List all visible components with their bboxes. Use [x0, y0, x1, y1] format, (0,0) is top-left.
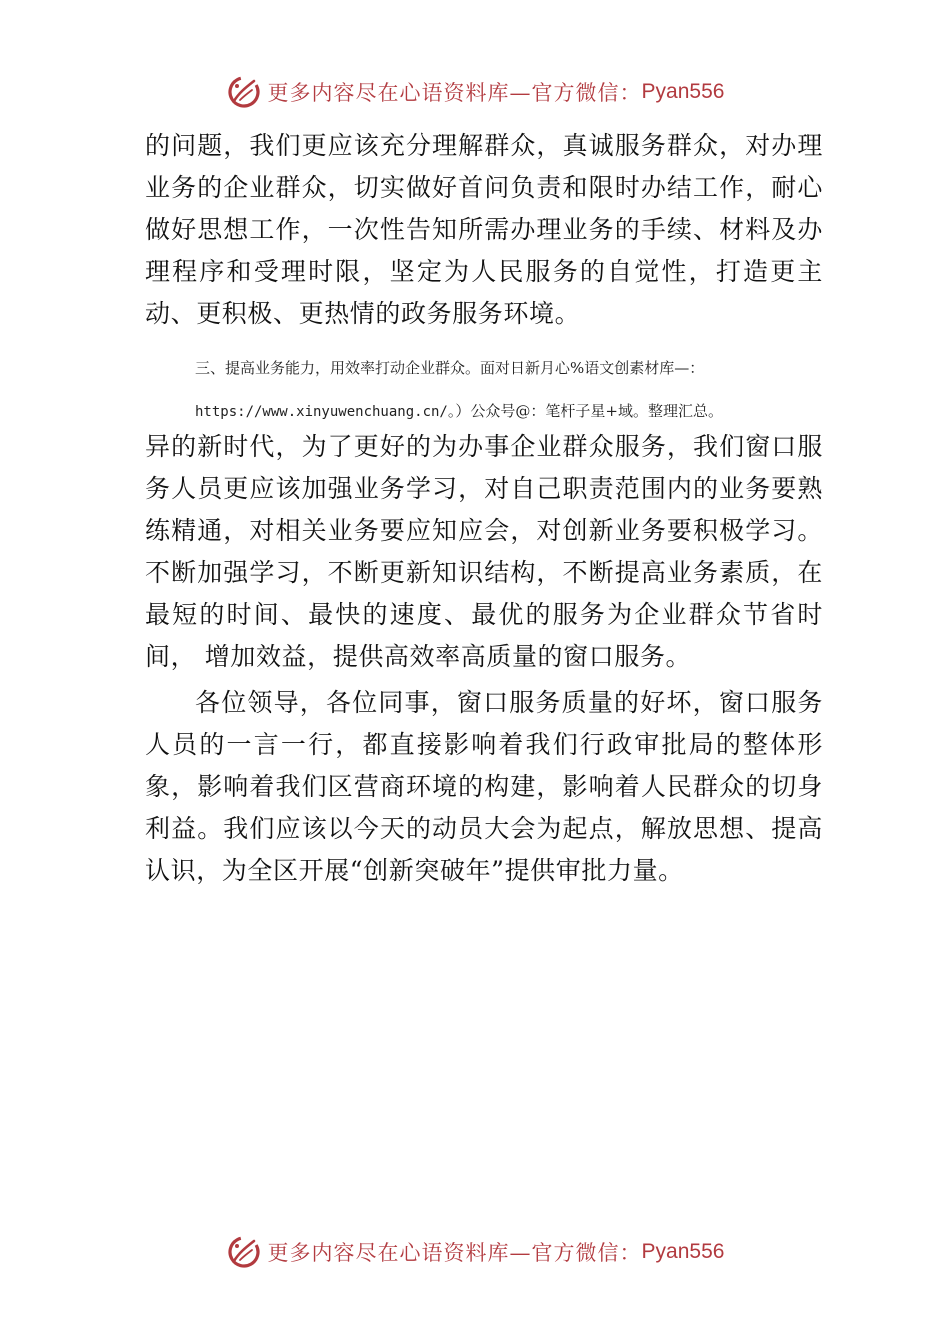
source-note: 。）公众号@：笔杆子星+域。整理汇总。	[447, 402, 723, 420]
banner-text: 更多内容尽在心语资料库—官方微信：	[267, 81, 642, 105]
paragraph-1: 的问题，我们更应该充分理解群众，真诚服务群众，对办理业务的企业群众，切实做好首问负责和限时办结工作，耐心做好思想工作，一次性告知所需办理业务的手续、材料及办理程序和受理时限，坚定为人民服务的自觉性，打造更主动、更积极、更热情的政务服务环境。	[145, 131, 823, 328]
banner-wechat-id: Pyan556	[641, 1240, 725, 1263]
paragraph-2: 异的新时代，为了更好的为办事企业群众服务，我们窗口服务人员更应该加强业务学习，对自己职责范围内的业务要熟练精通，对相关业务要应知应会，对创新业务要积极学习。 不断加强学习，不断更新知识结构，不断提高业务素质，在最短的时间、最快的速度、最优的服务为企业群众节省时间， 增加效益，提供高效率高质量的窗口服务。	[145, 432, 823, 671]
banner-text: 更多内容尽在心语资料库—官方微信：	[267, 1241, 642, 1265]
section-heading-line: 三、提高业务能力，用效率打动企业群众。面对日新月心%语文创素材库—：	[195, 359, 705, 377]
banner-wechat-id: Pyan556	[641, 80, 725, 103]
source-url: https://www.xinyuwenchuang.cn/	[195, 404, 448, 420]
source-line	[195, 401, 723, 422]
brush-circle-logo-icon	[226, 1234, 262, 1270]
header-banner	[0, 72, 950, 112]
footer-banner	[0, 1232, 950, 1272]
brush-circle-logo-icon	[226, 74, 262, 110]
paragraph-3: 各位领导，各位同事，窗口服务质量的好坏，窗口服务人员的一言一行，都直接影响着我们行政审批局的整体形象，影响着我们区营商环境的构建，影响着人民群众的切身利益。我们应该以今天的动员大会为起点，解放思想、提高认识，为全区开展“创新突破年”提供审批力量。	[145, 688, 823, 885]
